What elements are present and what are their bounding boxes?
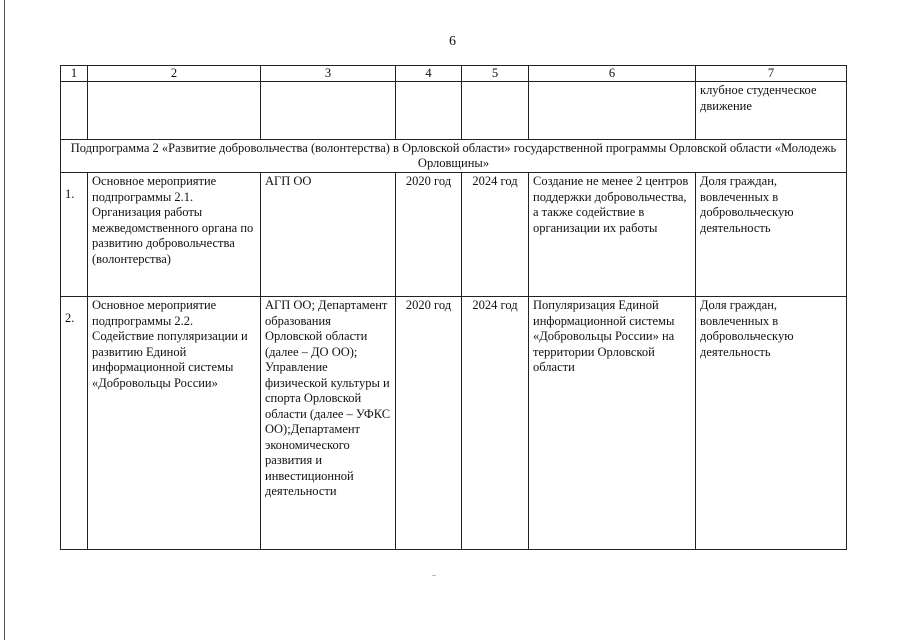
indicator-cell: Доля граждан, вовлеченных в добровольческую деятельность	[696, 173, 847, 297]
table-cell	[462, 82, 529, 140]
table-cell	[88, 82, 261, 140]
column-number-1: 1	[61, 66, 88, 82]
end-year-cell: 2024 год	[462, 173, 529, 297]
column-number-3: 3	[261, 66, 396, 82]
page-edge-line	[4, 0, 5, 640]
scan-speck	[432, 575, 436, 576]
end-year-cell: 2024 год	[462, 297, 529, 550]
executor-cell: АГП ОО	[261, 173, 396, 297]
page-number: 6	[449, 34, 456, 49]
table-row	[61, 297, 847, 550]
result-cell: Создание не менее 2 центров поддержки добровольчества, а также содействие в организации их работы	[529, 173, 696, 297]
indicator-cell: Доля граждан, вовлеченных в добровольческую деятельность	[696, 297, 847, 550]
row-number: 1.	[61, 173, 88, 297]
indicator-cell: клубное студенческое движение	[696, 82, 847, 140]
column-number-5: 5	[462, 66, 529, 82]
result-cell: Популяризация Единой информационной системы «Добровольцы России» на территории Орловской области	[529, 297, 696, 550]
program-table	[60, 65, 847, 550]
column-number-7: 7	[696, 66, 847, 82]
table-row	[61, 173, 847, 297]
column-number-6: 6	[529, 66, 696, 82]
column-number-4: 4	[396, 66, 462, 82]
executor-cell: АГП ОО; Департамент образования Орловской области (далее – ДО ОО); Управление физической культуры и спорта Орловской области (далее – УФКС ОО);Департамент экономического развития и инвестиционной деятельности	[261, 297, 396, 550]
activity-cell: Основное мероприятие подпрограммы 2.1. Организация работы межведомственного органа по развитию добровольчества (волонтерства)	[88, 173, 261, 297]
start-year-cell: 2020 год	[396, 173, 462, 297]
table-cell	[396, 82, 462, 140]
table-cell	[261, 82, 396, 140]
table-cell	[529, 82, 696, 140]
subprogram-row	[61, 140, 847, 173]
continuation-row	[61, 82, 847, 140]
start-year-cell: 2020 год	[396, 297, 462, 550]
table-cell	[61, 82, 88, 140]
activity-cell: Основное мероприятие подпрограммы 2.2. Содействие популяризации и развитию Единой информационной системы «Добровольцы России»	[88, 297, 261, 550]
column-number-row	[61, 66, 847, 82]
row-number: 2.	[61, 297, 88, 550]
subprogram-title: Подпрограмма 2 «Развитие добровольчества (волонтерства) в Орловской области» государственной программы Орловской области «Молодежь Орловщины»	[61, 140, 847, 173]
column-number-2: 2	[88, 66, 261, 82]
